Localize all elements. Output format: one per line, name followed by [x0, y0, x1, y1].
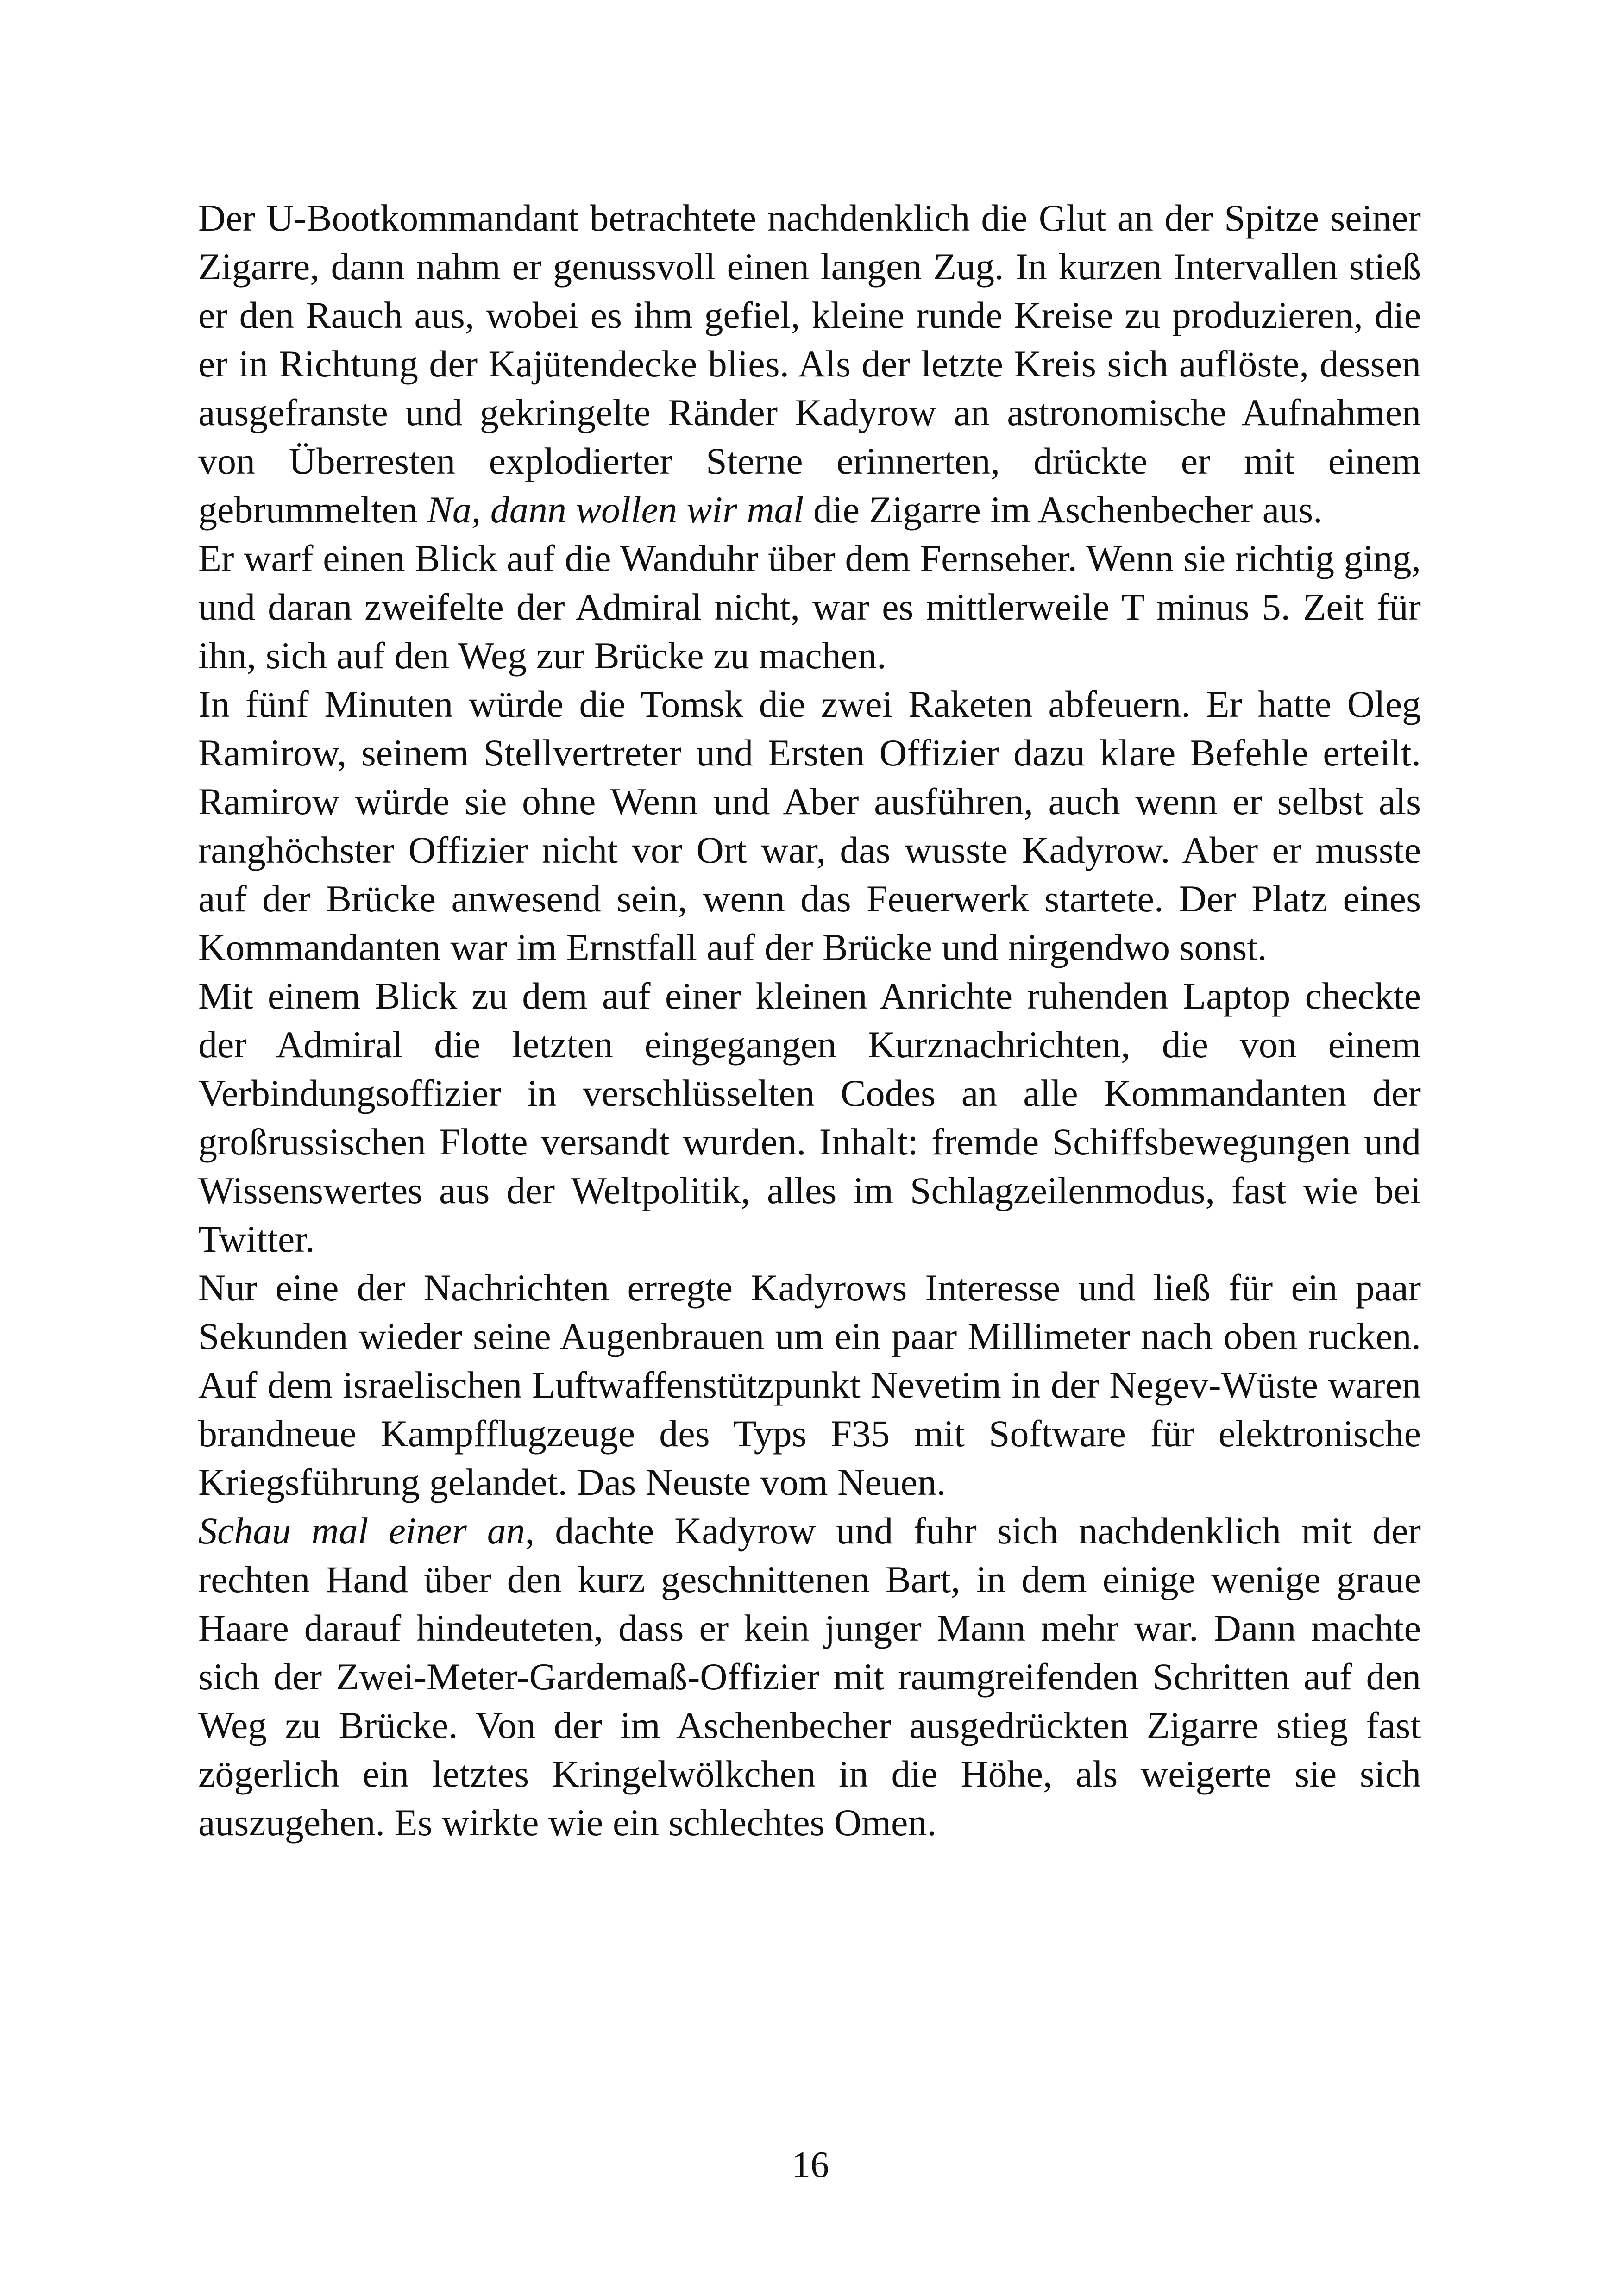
paragraph-1-text-end: die Zigarre im Aschenbecher aus. — [804, 489, 1323, 531]
paragraph-4: Mit einem Blick zu dem auf einer kleinen Anrichte ruhenden Laptop checkte der Admiral die letzten eingegangen Kurznachrichten, die von einem Verbindungsoffizier in verschlüsselten Codes an alle Kommandanten der großrussischen Flotte versandt wurden. Inhalt: fremde Schiffsbewegungen und Wissenswertes aus der Weltpolitik, alles im Schlagzeilenmodus, fast wie bei Twitter. — [198, 975, 1421, 1260]
paragraph-1-italic-phrase: Na, dann wollen wir mal — [427, 489, 804, 531]
paragraph-6 — [198, 1506, 1421, 1847]
paragraph-5: Nur eine der Nachrichten erregte Kadyrows Interesse und ließ für ein paar Sekunden wieder seine Augenbrauen um ein paar Millimeter nach oben rucken. Auf dem israelischen Luftwaffenstützpunkt Nevetim in der Negev-Wüste waren brandneue Kampfflugzeuge des Typs F35 mit Software für elektronische Kriegsführung gelandet. Das Neuste vom Neuen. — [198, 1267, 1421, 1503]
paragraph-2: Er warf einen Blick auf die Wanduhr über dem Fernseher. Wenn sie richtig ging, und daran zweifelte der Admiral nicht, war es mittlerweile T minus 5. Zeit für ihn, sich auf den Weg zur Brücke zu machen. — [198, 537, 1421, 677]
page-number: 16 — [792, 2145, 829, 2185]
paragraph-3: In fünf Minuten würde die Tomsk die zwei Raketen abfeuern. Er hatte Oleg Ramirow, seinem Stellvertreter und Ersten Offizier dazu klare Befehle erteilt. Ramirow würde sie ohne Wenn und Aber ausführen, auch wenn er selbst als ranghöchster Offizier nicht vor Ort war, das wusste Kadyrow. Aber er musste auf der Brücke anwesend sein, wenn das Feuerwerk startete. Der Platz eines Kommandanten war im Ernstfall auf der Brücke und nirgendwo sonst. — [198, 683, 1421, 968]
paragraph-6-text: , dachte Kadyrow und fuhr sich nachdenklich mit der rechten Hand über den kurz geschnittenen Bart, in dem einige wenige graue Haare darauf hindeuteten, dass er kein junger Mann mehr war. Dann machte sich der Zwei-Meter-Gardemaß-Offizier mit raumgreifenden Schritten auf den Weg zu Brücke. Von der im Aschenbecher ausgedrückten Zigarre stieg fast zögerlich ein letztes Kringelwölkchen in die Höhe, als weigerte sie sich auszugehen. Es wirkte wie ein schlechtes Omen. — [198, 1510, 1421, 1844]
body-text — [198, 194, 1421, 1847]
paragraph-1-text-start: Der U-Bootkommandant betrachtete nachdenklich die Glut an der Spitze seiner Zigarre, dann nahm er genussvoll einen langen Zug. In kurzen Intervallen stieß er den Rauch aus, wobei es ihm gefiel, kleine runde Kreise zu produzieren, die er in Richtung der Kajütendecke blies. Als der letzte Kreis sich auflöste, dessen ausgefranste und gekringelte Ränder Kadyrow an astronomische Aufnahmen von Überresten explodierter Sterne erinnerten, drückte er mit einem gebrummelten — [198, 197, 1421, 531]
paragraph-6-italic-phrase: Schau mal einer an — [198, 1510, 525, 1552]
paragraph-1 — [198, 194, 1421, 534]
